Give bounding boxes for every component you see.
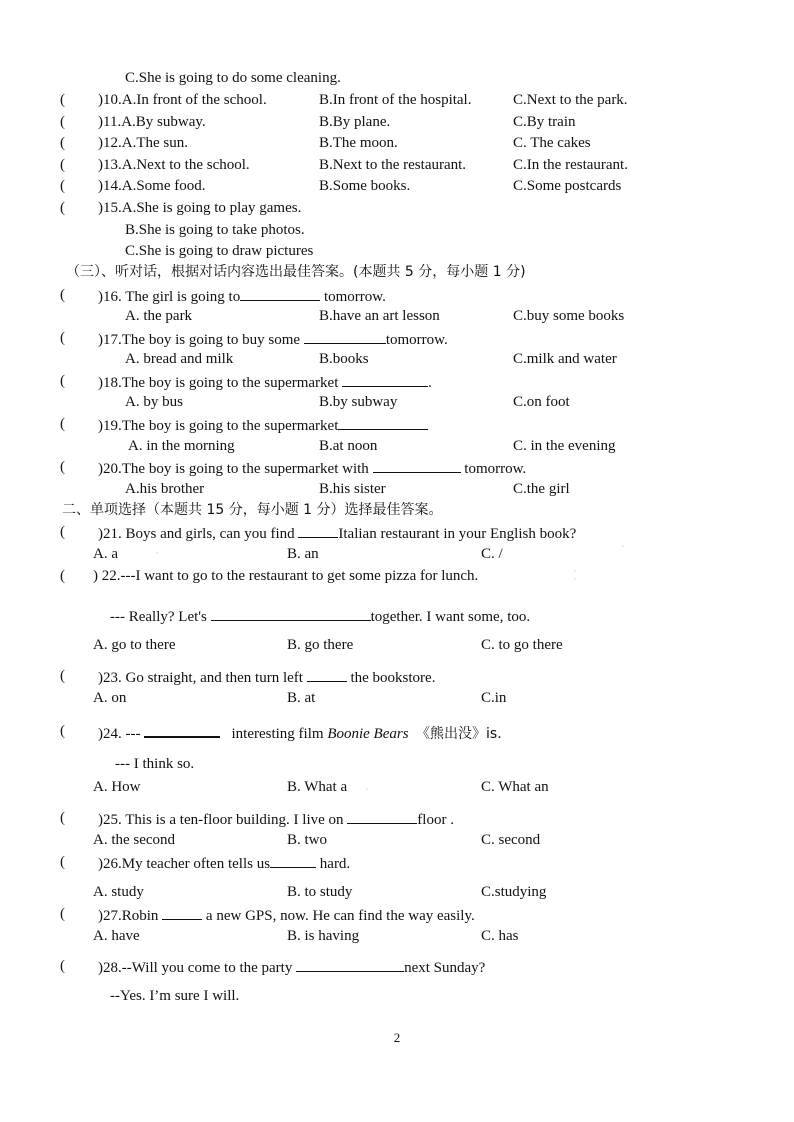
answer-paren[interactable]: (	[60, 157, 65, 173]
q11-option-a: )11.A.By subway.	[98, 114, 206, 130]
answer-paren[interactable]: (	[60, 114, 65, 130]
answer-paren[interactable]: (	[60, 200, 65, 216]
q25-blank[interactable]	[347, 809, 417, 824]
scan-speck	[574, 578, 576, 580]
q28-blank[interactable]	[296, 957, 404, 972]
q23-stem: )23. Go straight, and then turn left the bookstore.	[98, 667, 435, 687]
q20-option-a: A.his brother	[125, 481, 205, 497]
q25-option-b: B. two	[287, 832, 328, 848]
q28-reply: --Yes. I’m sure I will.	[110, 988, 240, 1004]
q22-blank[interactable]	[211, 606, 371, 621]
q16-option-a: A. the park	[125, 308, 193, 324]
q10-option-b: B.In front of the hospital.	[319, 92, 472, 108]
q21-option-c: C. /	[481, 546, 503, 562]
q26-option-c: C.studying	[481, 884, 547, 900]
q20-stem: )20.The boy is going to the supermarket with tomorrow.	[98, 458, 526, 478]
q27-option-a: A. have	[93, 928, 140, 944]
q21-option-a: A. a	[93, 546, 118, 562]
q24-option-b: B. What a	[287, 779, 348, 795]
q10-option-c: C.Next to the park.	[513, 92, 628, 108]
answer-paren[interactable]: (	[60, 854, 65, 870]
q18-blank[interactable]	[342, 372, 428, 387]
q19-stem: )19.The boy is going to the supermarket	[98, 415, 428, 435]
answer-paren[interactable]: (	[60, 287, 65, 303]
q27-blank[interactable]	[162, 905, 202, 920]
q13-option-c: C.In the restaurant.	[513, 157, 628, 173]
q24-stem: )24. --- interesting film Boonie Bears 《熊出没》is.	[98, 722, 502, 743]
q24-option-c: C. What an	[481, 779, 549, 795]
q27-option-b: B. is having	[287, 928, 360, 944]
q12-option-b: B.The moon.	[319, 135, 398, 151]
q14-option-c: C.Some postcards	[513, 178, 622, 194]
q23-blank[interactable]	[307, 667, 347, 682]
q18-option-c: C.on foot	[513, 394, 570, 410]
answer-paren[interactable]: (	[60, 416, 65, 432]
q17-blank[interactable]	[304, 329, 386, 344]
q20-option-b: B.his sister	[319, 481, 386, 497]
q20-option-c: C.the girl	[513, 481, 570, 497]
q21-option-b: B. an	[287, 546, 319, 562]
q27-option-c: C. has	[481, 928, 519, 944]
scan-speck	[366, 788, 368, 790]
answer-paren[interactable]: (	[60, 958, 65, 974]
q19-blank[interactable]	[338, 415, 428, 430]
q24-blank[interactable]	[144, 722, 220, 738]
q15-option-a: )15.A.She is going to play games.	[98, 200, 302, 216]
answer-paren[interactable]: (	[60, 373, 65, 389]
answer-paren[interactable]: (	[60, 459, 65, 475]
q20-blank[interactable]	[373, 458, 461, 473]
page-number: 2	[393, 1030, 401, 1045]
q22-stem: ) 22.---I want to go to the restaurant to get some pizza for lunch.	[93, 568, 479, 584]
answer-paren[interactable]: (	[60, 524, 65, 540]
q19-option-a: A. in the morning	[128, 438, 235, 454]
q22-option-b: B. go there	[287, 637, 354, 653]
answer-paren[interactable]: (	[60, 178, 65, 194]
q22-option-a: A. go to there	[93, 637, 176, 653]
q12-option-a: )12.A.The sun.	[98, 135, 188, 151]
q24-option-a: A. How	[93, 779, 141, 795]
q15-option-c: C.She is going to draw pictures	[125, 243, 314, 259]
q22-option-c: C. to go there	[481, 637, 563, 653]
q17-stem: )17.The boy is going to buy some tomorrow.	[98, 329, 448, 349]
q9-option-c: C.She is going to do some cleaning.	[125, 70, 341, 86]
q12-option-c: C. The cakes	[513, 135, 591, 151]
q18-stem: )18.The boy is going to the supermarket .	[98, 372, 432, 392]
q14-option-a: )14.A.Some food.	[98, 178, 206, 194]
scan-speck	[156, 552, 158, 554]
section-3-heading: （三）、听对话，根据对话内容选出最佳答案。(本题共 5 分，每小题 1 分)	[66, 264, 526, 280]
q26-option-b: B. to study	[287, 884, 353, 900]
q25-option-c: C. second	[481, 832, 541, 848]
q18-option-a: A. by bus	[125, 394, 183, 410]
q23-option-c: C.in	[481, 690, 507, 706]
q16-option-c: C.buy some books	[513, 308, 625, 324]
q19-option-b: B.at noon	[319, 438, 378, 454]
q14-option-b: B.Some books.	[319, 178, 411, 194]
q21-stem: )21. Boys and girls, can you find Italian restaurant in your English book?	[98, 523, 576, 543]
q28-stem: )28.--Will you come to the party next Sunday?	[98, 957, 485, 977]
q17-option-b: B.books	[319, 351, 369, 367]
q25-option-a: A. the second	[93, 832, 176, 848]
q19-option-c: C. in the evening	[513, 438, 616, 454]
scan-speck	[622, 545, 624, 547]
q26-option-a: A. study	[93, 884, 144, 900]
answer-paren[interactable]: (	[60, 906, 65, 922]
q25-stem: )25. This is a ten-floor building. I live on floor .	[98, 809, 454, 829]
q27-stem: )27.Robin a new GPS, now. He can find the way easily.	[98, 905, 475, 925]
q16-stem: )16. The girl is going to tomorrow.	[98, 286, 386, 306]
q13-option-b: B.Next to the restaurant.	[319, 157, 467, 173]
q11-option-b: B.By plane.	[319, 114, 391, 130]
answer-paren[interactable]: (	[60, 330, 65, 346]
q18-option-b: B.by subway	[319, 394, 398, 410]
q26-stem: )26.My teacher often tells us hard.	[98, 853, 350, 873]
answer-paren[interactable]: (	[60, 668, 65, 684]
q11-option-c: C.By train	[513, 114, 576, 130]
q23-option-a: A. on	[93, 690, 127, 706]
q13-option-a: )13.A.Next to the school.	[98, 157, 250, 173]
q24-reply: --- I think so.	[115, 756, 195, 772]
answer-paren[interactable]: (	[60, 135, 65, 151]
q16-blank[interactable]	[240, 286, 320, 301]
answer-paren[interactable]: (	[60, 810, 65, 826]
answer-paren[interactable]: (	[60, 92, 65, 108]
q26-blank[interactable]	[270, 853, 316, 868]
scan-speck	[574, 570, 576, 572]
q22-reply: --- Really? Let's together. I want some, too.	[110, 606, 530, 626]
answer-paren[interactable]: (	[60, 723, 65, 739]
q15-option-b: B.She is going to take photos.	[125, 222, 305, 238]
section-2-heading: 二、单项选择（本题共 15 分，每小题 1 分）选择最佳答案。	[62, 502, 443, 518]
q17-option-a: A. bread and milk	[125, 351, 234, 367]
answer-paren[interactable]: (	[60, 568, 65, 584]
q10-option-a: )10.A.In front of the school.	[98, 92, 267, 108]
q21-blank[interactable]	[298, 523, 338, 538]
q16-option-b: B.have an art lesson	[319, 308, 440, 324]
q23-option-b: B. at	[287, 690, 316, 706]
q17-option-c: C.milk and water	[513, 351, 617, 367]
